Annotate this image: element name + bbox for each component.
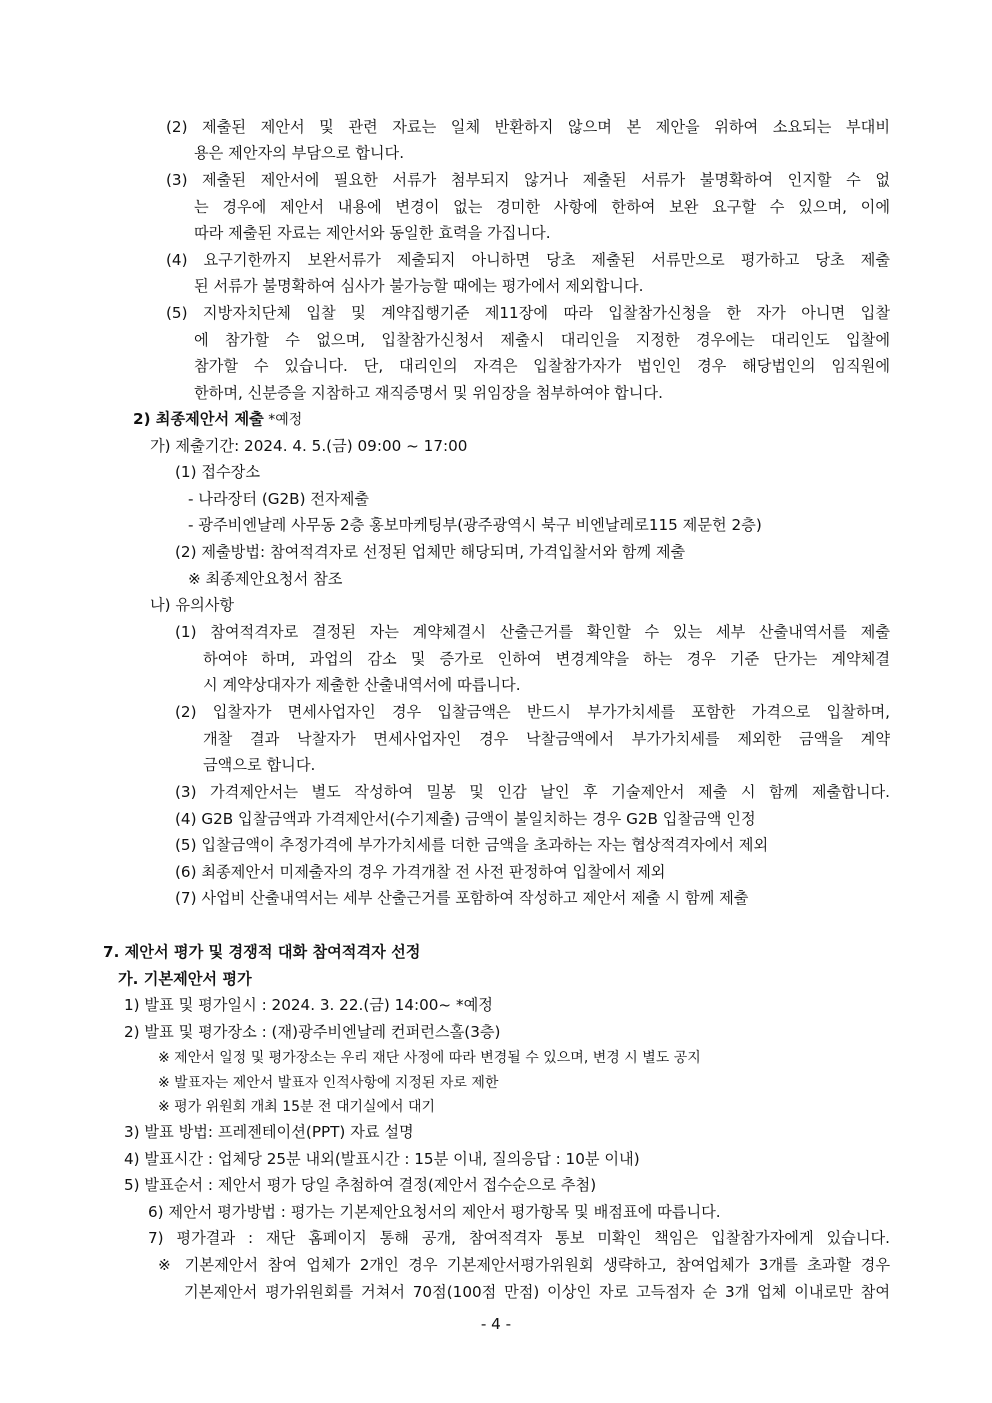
text-line: ※ 최종제안요청서 참조 (188, 570, 343, 588)
text-line: 는 경우에 제안서 내용에 변경이 없는 경미한 사항에 한하여 보완 요구할 수 있으며, 이에 (194, 198, 890, 216)
text-line: - 광주비엔날레 사무동 2층 홍보마케팅부(광주광역시 북구 비엔날레로115 제문헌 2층) (188, 516, 762, 534)
text-line: (2) 제출방법: 참여적격자로 선정된 업체만 해당되며, 가격입찰서와 함께 제출 (175, 543, 686, 561)
text-line: 5) 발표순서 : 제안서 평가 당일 추첨하여 결정(제안서 접수순으로 추첨) (124, 1176, 597, 1194)
text-line: 에 참가할 수 없으며, 입찰참가신청서 제출시 대리인을 지정한 경우에는 대리인도 입찰에 (194, 331, 890, 349)
text-line: (2) 입찰자가 면세사업자인 경우 입찰금액은 반드시 부가가치세를 포함한 가격으로 입찰하며, (175, 703, 890, 721)
text-line: 한하며, 신분증을 지참하고 재직증명서 및 위임장을 첨부하여야 합니다. (194, 384, 663, 402)
text-line: (5) 입찰금액이 추정가격에 부가가치세를 더한 금액을 초과하는 자는 협상적격자에서 제외 (175, 836, 769, 854)
text-line: 나) 유의사항 (150, 596, 235, 614)
section-heading: 가. 기본제안서 평가 (118, 970, 252, 988)
text-line: 2) 발표 및 평가장소 : (재)광주비엔날레 컨퍼런스홀(3층) (124, 1023, 501, 1041)
text-line: 용은 제안자의 부담으로 합니다. (194, 144, 405, 162)
text-line: (4) G2B 입찰금액과 가격제안서(수기제출) 금액이 불일치하는 경우 G2B 입찰금액 인정 (175, 810, 756, 828)
text-line: 금액으로 합니다. (203, 756, 316, 774)
text-line: 따라 제출된 자료는 제안서와 동일한 효력을 가집니다. (194, 224, 551, 242)
page-number: - 4 - (480, 1315, 512, 1333)
note-line: ※ 발표자는 제안서 발표자 인적사항에 지정된 자로 제한 (158, 1075, 499, 1091)
text-line: 기본제안서 평가위원회를 거쳐서 70점(100점 만점) 이상인 자로 고득점자 순 3개 업체 이내로만 참여 (184, 1283, 890, 1301)
text-line: (6) 최종제안서 미제출자의 경우 가격개찰 전 사전 판정하여 입찰에서 제외 (175, 863, 666, 881)
heading-text: 2) 최종제안서 제출 (133, 410, 264, 428)
text-line: 3) 발표 방법: 프레젠테이션(PPT) 자료 설명 (124, 1123, 414, 1141)
text-line: (1) 접수장소 (175, 463, 261, 481)
text-line: 개찰 결과 낙찰자가 면세사업자인 경우 낙찰금액에서 부가가치세를 제외한 금액을 계약 (203, 730, 890, 748)
text-line: (5) 지방자치단체 입찰 및 계약집행기준 제11장에 따라 입찰참가신청을 한 자가 아니면 입찰 (166, 304, 890, 322)
text-line: (2) 제출된 제안서 및 관련 자료는 일체 반환하지 않으며 본 제안을 위하여 소요되는 부대비 (166, 118, 890, 136)
text-line: (3) 가격제안서는 별도 작성하여 밀봉 및 인감 날인 후 기술제안서 제출 시 함께 제출합니다. (175, 783, 890, 801)
text-line: 된 서류가 불명확하여 심사가 불가능할 때에는 평가에서 제외합니다. (194, 277, 644, 295)
text-line: 1) 발표 및 평가일시 : 2024. 3. 22.(금) 14:00~ *예정 (124, 996, 493, 1014)
text-line: ※ 기본제안서 참여 업체가 2개인 경우 기본제안서평가위원회 생략하고, 참여업체가 3개를 초과할 경우 (158, 1256, 890, 1274)
text-line: - 나라장터 (G2B) 전자제출 (188, 490, 370, 508)
heading-note: *예정 (263, 412, 303, 428)
text-line: (3) 제출된 제안서에 필요한 서류가 첨부되지 않거나 제출된 서류가 불명확하여 인지할 수 없 (166, 171, 890, 189)
text-line: 시 계약상대자가 제출한 산출내역서에 따릅니다. (203, 676, 521, 694)
section-heading (133, 409, 302, 430)
text-line: 7) 평가결과 : 재단 홈페이지 통해 공개, 참여적격자 통보 미확인 책임은 입찰참가자에게 있습니다. (148, 1229, 890, 1247)
text-line: (1) 참여적격자로 결정된 자는 계약체결시 산출근거를 확인할 수 있는 세부 산출내역서를 제출 (175, 623, 890, 641)
chapter-heading: 7. 제안서 평가 및 경쟁적 대화 참여적격자 선정 (103, 943, 421, 961)
text-line: 참가할 수 있습니다. 단, 대리인의 자격은 입찰참가자가 법인인 경우 해당법인의 임직원에 (194, 357, 890, 375)
note-line: ※ 제안서 일정 및 평가장소는 우리 재단 사정에 따라 변경될 수 있으며, 변경 시 별도 공지 (158, 1050, 701, 1066)
text-line: 하여야 하며, 과업의 감소 및 증가로 인하여 변경계약을 하는 경우 기준 단가는 계약체결 (203, 650, 890, 668)
text-line: (4) 요구기한까지 보완서류가 제출되지 아니하면 당초 제출된 서류만으로 평가하고 당초 제출 (166, 251, 890, 269)
text-line: (7) 사업비 산출내역서는 세부 산출근거를 포함하여 작성하고 제안서 제출 시 함께 제출 (175, 889, 749, 907)
text-line: 6) 제안서 평가방법 : 평가는 기본제안요청서의 제안서 평가항목 및 배점표에 따릅니다. (148, 1203, 721, 1221)
text-line: 가) 제출기간: 2024. 4. 5.(금) 09:00 ~ 17:00 (150, 437, 468, 455)
text-line: 4) 발표시간 : 업체당 25분 내외(발표시간 : 15분 이내, 질의응답 : 10분 이내) (124, 1150, 640, 1168)
note-line: ※ 평가 위원회 개최 15분 전 대기실에서 대기 (158, 1099, 436, 1115)
